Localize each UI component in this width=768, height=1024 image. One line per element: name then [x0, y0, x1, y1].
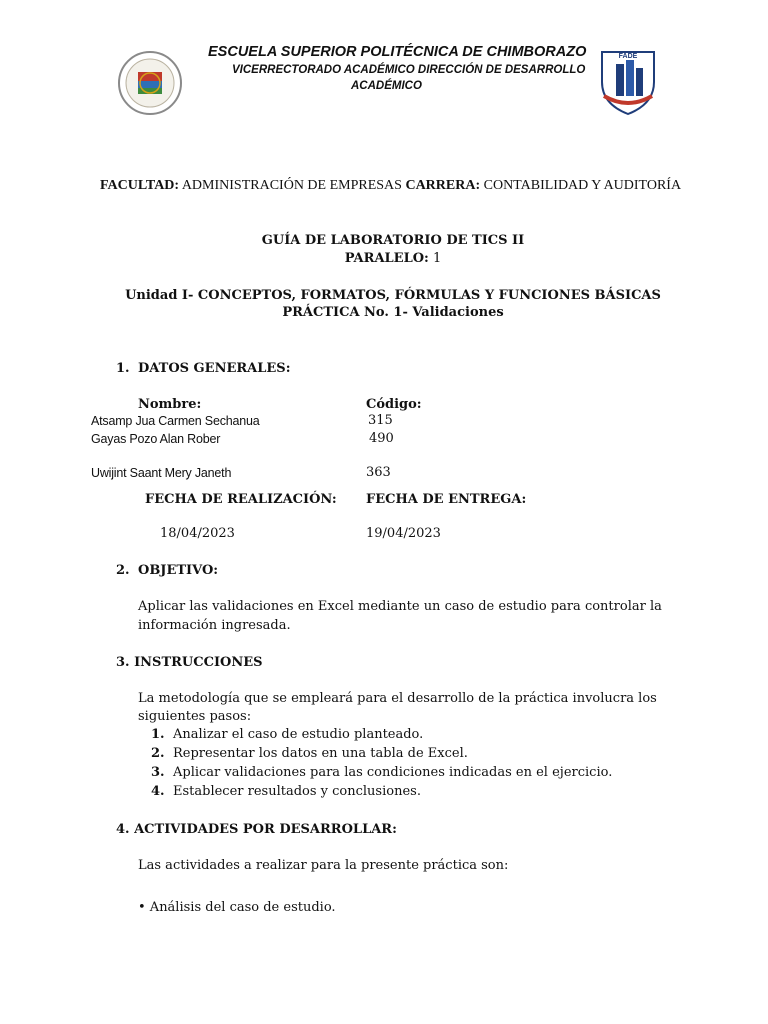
instructions-intro-line1: La metodología que se empleará para el desarrollo de la práctica involucra los: [138, 691, 657, 706]
step-number: 1.: [151, 727, 165, 742]
faculty-value: ADMINISTRACIÓN DE EMPRESAS: [181, 178, 402, 193]
date-due-value: 19/04/2023: [366, 526, 441, 541]
objective-heading-text: OBJETIVO:: [138, 563, 219, 578]
date-done-value: 18/04/2023: [160, 526, 235, 541]
activities-bullet: • Análisis del caso de estudio.: [138, 900, 336, 915]
list-item: [151, 727, 423, 742]
paralelo-label: PARALELO:: [344, 251, 429, 266]
fade-logo-text: FADE: [618, 53, 638, 60]
activities-intro: Las actividades a realizar para la presente práctica son:: [138, 858, 509, 873]
espoch-logo: [117, 50, 183, 116]
general-number: 1.: [116, 361, 130, 376]
code-header: Código:: [366, 397, 422, 412]
list-item: [151, 746, 468, 761]
paralelo-value: 1: [432, 251, 442, 266]
student-code: 315: [368, 413, 393, 428]
student-code: 363: [366, 465, 391, 480]
student-code: 490: [369, 431, 394, 446]
unit-title: Unidad I- CONCEPTOS, FORMATOS, FÓRMULAS Y FUNCIONES BÁSICAS: [125, 288, 661, 303]
list-item: [151, 765, 612, 780]
practice-title: PRÁCTICA No. 1- Validaciones: [282, 305, 504, 320]
step-number: 2.: [151, 746, 165, 761]
objective-text-line2: información ingresada.: [138, 618, 291, 633]
objective-text-line1: Aplicar las validaciones en Excel mediante un caso de estudio para controlar la: [138, 599, 662, 614]
guide-title: GUÍA DE LABORATORIO DE TICS II: [261, 233, 525, 248]
name-header: Nombre:: [138, 397, 202, 412]
step-text: Aplicar validaciones para las condiciones indicadas en el ejercicio.: [173, 765, 613, 780]
career-label: CARRERA:: [405, 178, 481, 193]
student-name: Uwijint Saant Mery Janeth: [91, 466, 232, 480]
objective-number: 2.: [116, 563, 130, 578]
list-item: [151, 784, 421, 799]
general-heading-text: DATOS GENERALES:: [138, 361, 291, 376]
step-text: Analizar el caso de estudio planteado.: [173, 727, 424, 742]
step-number: 4.: [151, 784, 165, 799]
faculty-line: [100, 178, 681, 194]
activities-heading: 4. ACTIVIDADES POR DESARROLLAR:: [116, 822, 397, 837]
objective-heading: [116, 563, 218, 578]
department-line2: ACADÉMICO: [351, 80, 422, 92]
faculty-label: FACULTAD:: [100, 178, 180, 193]
department-line1: VICERRECTORADO ACADÉMICO DIRECCIÓN DE DESARROLLO: [232, 64, 586, 76]
career-value: CONTABILIDAD Y AUDITORÍA: [483, 178, 682, 193]
date-done-label: FECHA DE REALIZACIÓN:: [145, 492, 337, 507]
instructions-intro-line2: siguientes pasos:: [138, 709, 252, 724]
paralelo-line: [0, 251, 768, 266]
step-text: Establecer resultados y conclusiones.: [173, 784, 421, 799]
student-name: Gayas Pozo Alan Rober: [91, 432, 221, 446]
student-name: Atsamp Jua Carmen Sechanua: [91, 414, 260, 428]
date-due-label: FECHA DE ENTREGA:: [366, 492, 527, 507]
institution-title: ESCUELA SUPERIOR POLITÉCNICA DE CHIMBORAZO: [208, 44, 587, 60]
step-number: 3.: [151, 765, 165, 780]
instructions-heading: 3. INSTRUCCIONES: [116, 655, 263, 670]
step-text: Representar los datos en una tabla de Excel.: [173, 746, 468, 761]
general-heading: [116, 361, 291, 376]
fade-logo: [596, 46, 660, 116]
